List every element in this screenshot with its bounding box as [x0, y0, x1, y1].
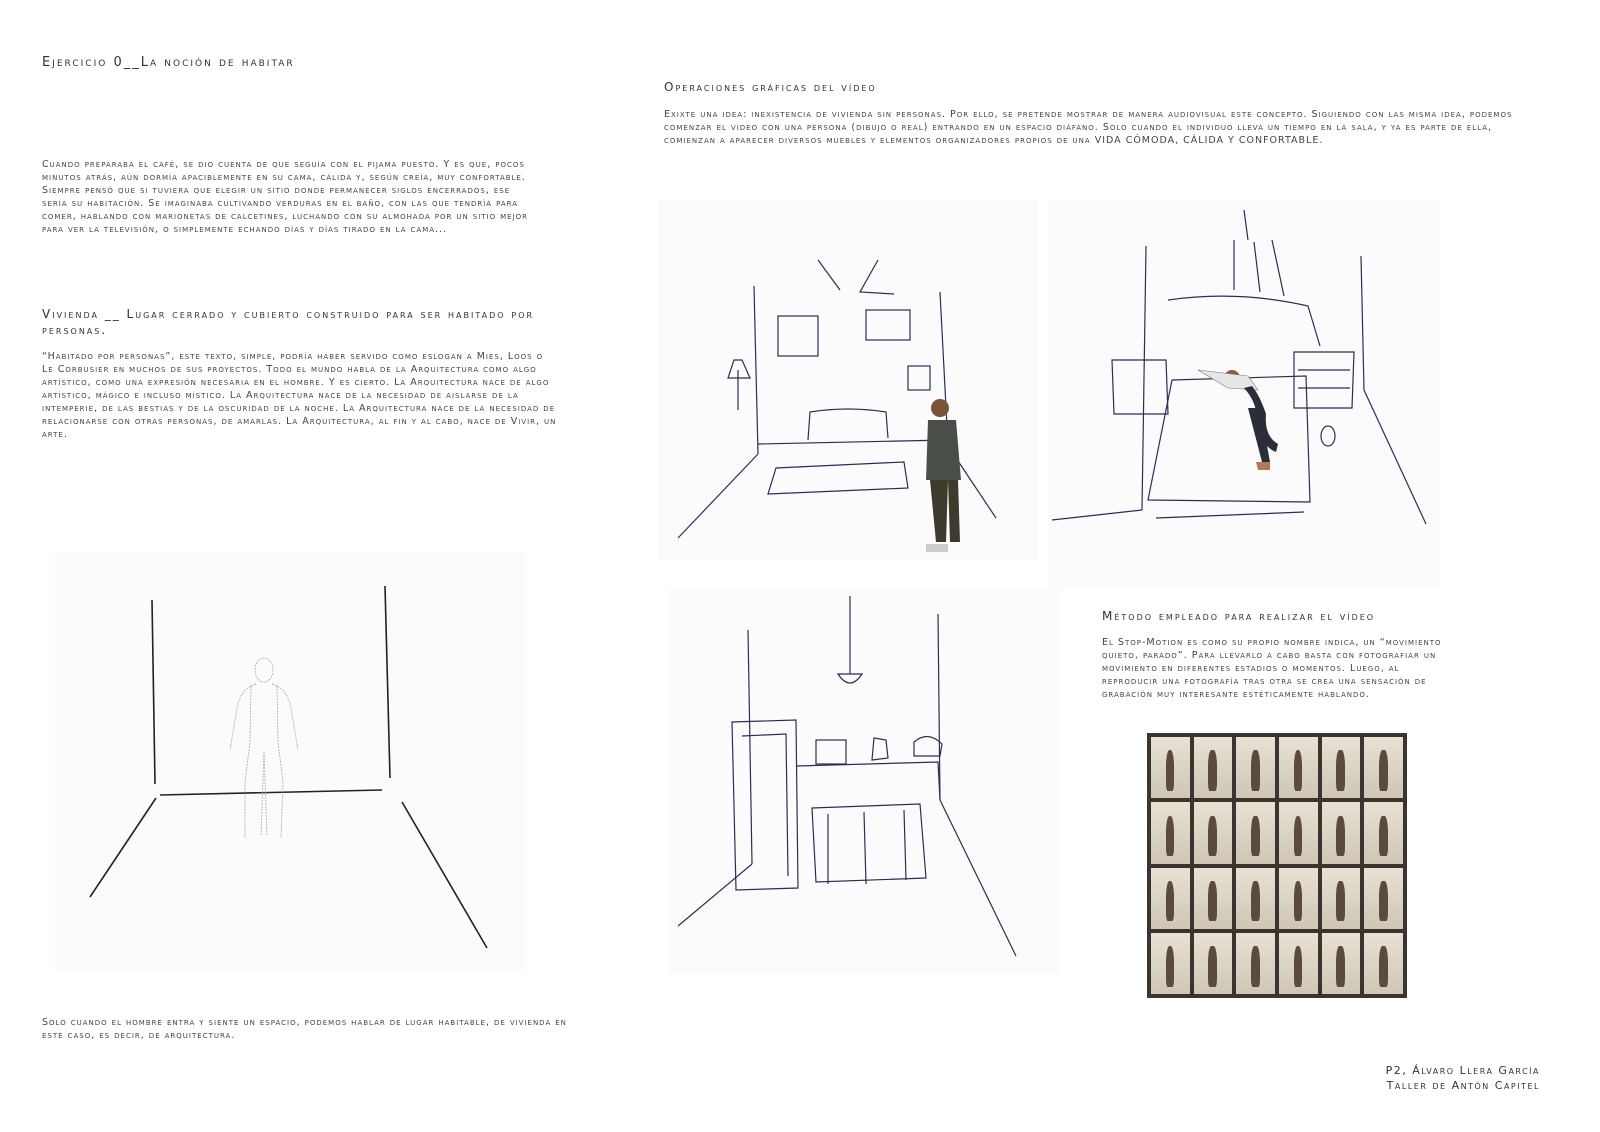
photo-frame: [1194, 737, 1233, 798]
photo-frame: [1364, 933, 1403, 994]
empty-room-sketch: [55, 552, 525, 970]
photo-frame: [1279, 868, 1318, 929]
kitchen-drawing: [668, 588, 1060, 974]
photo-frame: [1322, 802, 1361, 863]
photo-frame: [1151, 737, 1190, 798]
photo-frame: [1322, 868, 1361, 929]
photo-frame: [1236, 933, 1275, 994]
photo-frame: [1236, 737, 1275, 798]
empty-room-drawing: [55, 552, 525, 970]
bed-lying-person-sketch: [1048, 200, 1440, 588]
standing-person-figure: [926, 399, 961, 552]
photo-frame: [1194, 802, 1233, 863]
photo-frame: [1364, 868, 1403, 929]
photo-frame: [1279, 933, 1318, 994]
bedroom-person-drawing: [658, 200, 1038, 560]
bed-lying-person-drawing: [1048, 200, 1440, 588]
stop-motion-photo-grid: [1147, 733, 1407, 998]
studio-name: Taller de Antón Capitel: [1386, 1079, 1540, 1092]
photo-frame: [1151, 933, 1190, 994]
bedroom-person-sketch: [658, 200, 1038, 560]
photo-frame: [1322, 737, 1361, 798]
exercise-title: Ejercicio 0__La noción de habitar: [42, 55, 295, 70]
photo-frame: [1151, 868, 1190, 929]
photo-frame: [1279, 802, 1318, 863]
operations-heading: Operaciones gráficas del vídeo: [664, 80, 877, 94]
photo-frame: [1194, 933, 1233, 994]
photo-frame: [1364, 802, 1403, 863]
photo-frame: [1194, 868, 1233, 929]
vivienda-heading: Vivienda __ Lugar cerrado y cubierto construido para ser habitado por personas.: [42, 307, 535, 337]
method-heading: Método empleado para realizar el vídeo: [1102, 609, 1376, 623]
intro-paragraph: Cuando preparaba el café, se dio cuenta de que seguía con el pijama puesto. Y es que, pocos minutos atrás, aún dormía apaciblemente en su cama, cálida y, según creía, muy confortable. Siempre pensó que si tuviera que elegir un sitio donde permanecer siglos encerrados, ese sería su habitación. Se imaginaba cultivando verduras en el baño, con las que tendría para comer, hablando con marionetas de calcetines, luchando con su almohada por un sitio mejor para ver la televisión, o simplemente echando días y días tirado en la cama...: [42, 159, 529, 235]
kitchen-sketch: [668, 588, 1060, 974]
lying-person-figure: [1198, 370, 1278, 470]
photo-frame: [1151, 802, 1190, 863]
method-paragraph: El Stop-Motion es como su propio nombre indica, un “movimiento quieto, parado”. Para llevarlo a cabo basta con fotografiar un movimiento en diferentes estadios o momentos. Luego, al reproducir una fotografía tras otra se crea una sensación de grabación muy interesante estéticamente hablando.: [1102, 637, 1442, 700]
vivienda-paragraph: “Habitado por personas”, este texto, simple, podría haber servido como eslogan a Mies, Loos o Le Corbusier en muchos de sus proyectos. Todo el mundo habla de la Arquitectura como algo artístico, como una expresión necesaria en el hombre. Y es cierto. La Arquitectura nace de algo artístico, mágico e incluso místico. La Arquitectura nace de la necesidad de aislarse de la intemperie, de las bestias y de la oscuridad de la noche. La Arquitectura nace de la necesidad de relacionarse con otras personas, de amarlas. La Arquitectura, al fin y al cabo, nace de Vivir, un arte.: [42, 351, 557, 440]
author-name: P2, Álvaro Llera García: [1385, 1064, 1540, 1077]
author-credit: [1386, 1064, 1540, 1092]
operations-paragraph: Exixte una idea: inexistencia de vivienda sin personas. Por ello, se pretende mostrar de manera audiovisual este concepto. Siguiendo con las misma idea, podemos comenzar el vídeo con una persona (dibujo o real) entrando en un espacio diáfano. Solo cuando el individuo lleva un tiempo en la sala, y ya es parte de ella, comienzan a aparecer diversos muebles y elementos organizadores propios de una VIDA CÓMODA, CÁLIDA Y CONFORTABLE.: [664, 109, 1513, 146]
photo-frame: [1322, 933, 1361, 994]
photo-frame: [1236, 868, 1275, 929]
bottom-caption: Solo cuando el hombre entra y siente un espacio, podemos hablar de lugar habitable, de vivienda en este caso, es decir, de arquitectura.: [42, 1017, 567, 1041]
photo-frame: [1236, 802, 1275, 863]
photo-frame: [1364, 737, 1403, 798]
photo-frame: [1279, 737, 1318, 798]
